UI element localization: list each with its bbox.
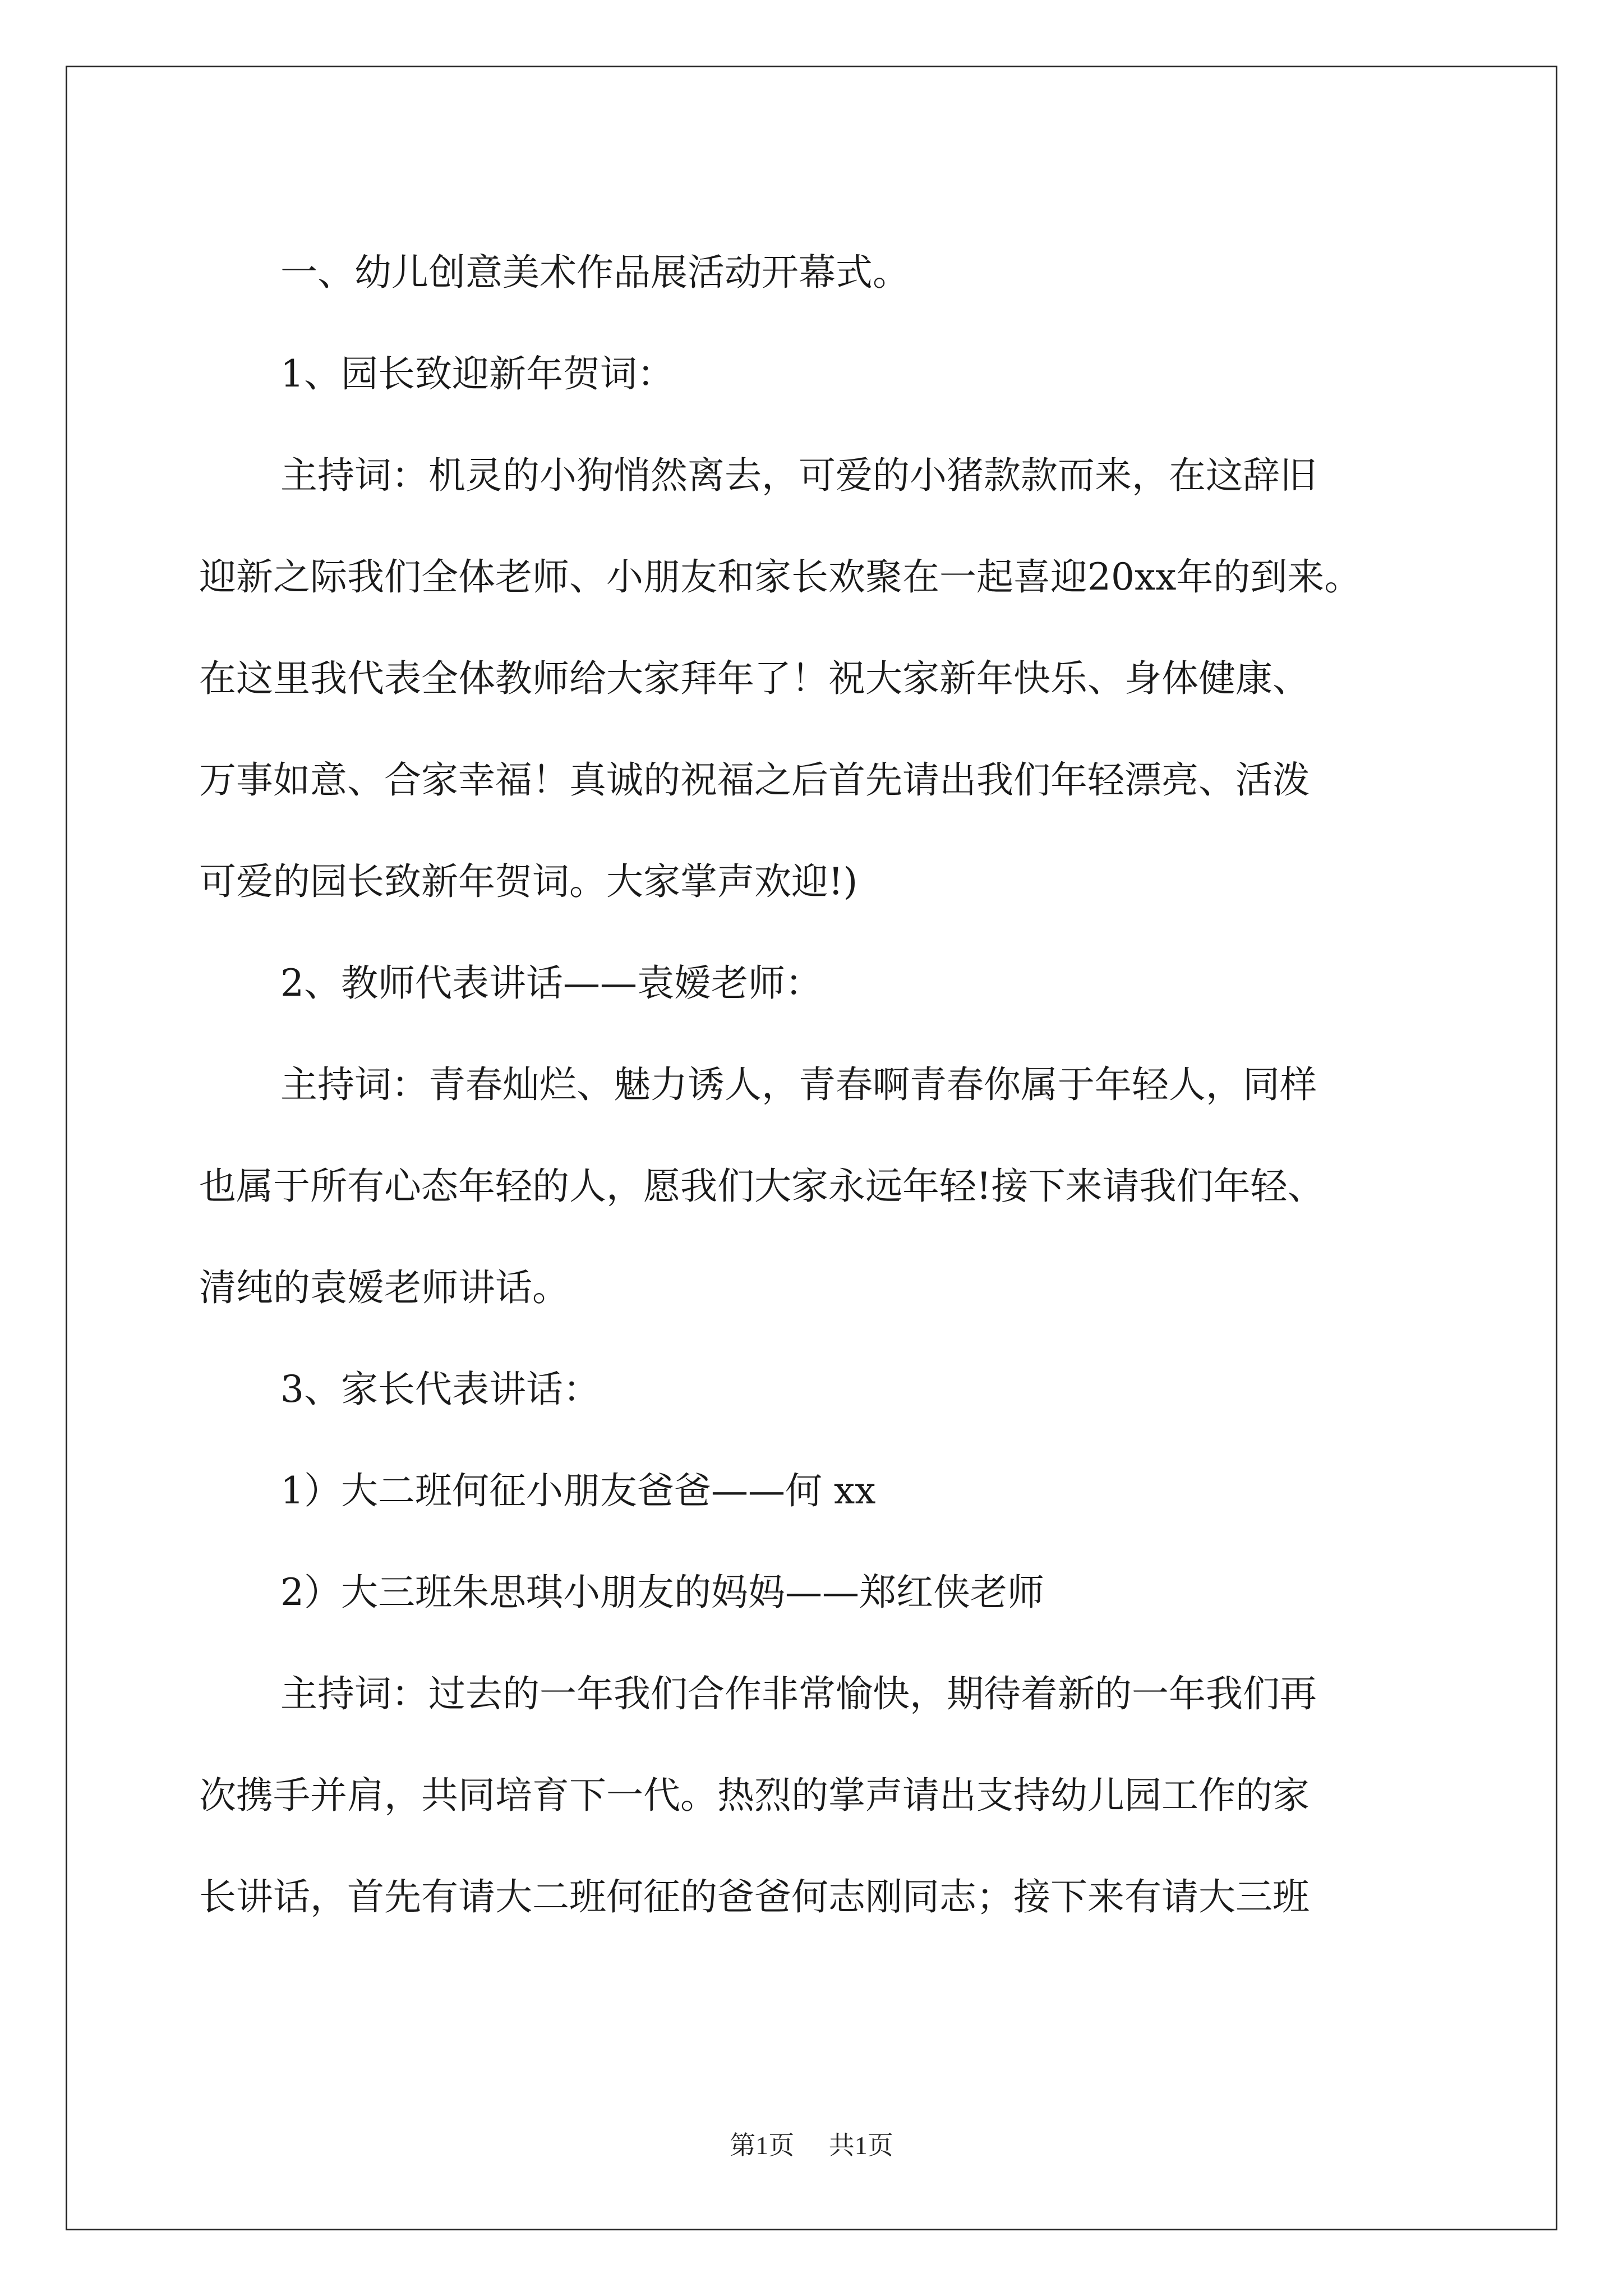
paragraph-host-speech-2 xyxy=(199,1034,1467,1338)
text-line: 迎新之际我们全体老师、小朋友和家长欢聚在一起喜迎20xx年的到来。 xyxy=(199,555,1362,599)
text-line: 2）大三班朱思琪小朋友的妈妈——郑红侠老师 xyxy=(280,1571,1044,1614)
text-line: 一、幼儿创意美术作品展活动开幕式。 xyxy=(280,251,910,294)
paragraph-host-speech-3 xyxy=(199,1643,1467,1948)
paragraph-item-2-heading xyxy=(199,932,1467,1034)
text-line: 1、园长致迎新年贺词： xyxy=(280,352,674,395)
paragraph-item-3-heading xyxy=(199,1338,1467,1440)
text-line: 2、教师代表讲话——袁嫒老师： xyxy=(280,961,822,1005)
document-body xyxy=(199,222,1467,1948)
text-line: 长讲话，首先有请大二班何征的爸爸何志刚同志；接下来有请大三班 xyxy=(199,1875,1310,1918)
text-line: 主持词：机灵的小狗悄然离去，可爱的小猪款款而来，在这辞旧 xyxy=(280,454,1317,497)
text-line: 也属于所有心态年轻的人，愿我们大家永远年轻!接下来请我们年轻、 xyxy=(199,1165,1325,1208)
text-line: 1）大二班何征小朋友爸爸——何 xx xyxy=(280,1469,876,1512)
text-line: 万事如意、合家幸福！真诚的祝福之后首先请出我们年轻漂亮、活泼 xyxy=(199,758,1310,802)
text-line: 次携手并肩，共同培育下一代。热烈的掌声请出支持幼儿园工作的家 xyxy=(199,1774,1310,1817)
paragraph-host-speech-1 xyxy=(199,425,1467,932)
text-line: 可爱的园长致新年贺词。大家掌声欢迎!) xyxy=(199,860,858,903)
page-total: 共1页 xyxy=(828,2131,893,2160)
text-line: 清纯的袁嫒老师讲话。 xyxy=(199,1266,569,1309)
text-line: 主持词：过去的一年我们合作非常愉快，期待着新的一年我们再 xyxy=(280,1672,1317,1715)
text-line: 3、家长代表讲话： xyxy=(280,1368,600,1411)
page-number: 第1页 xyxy=(730,2131,795,2160)
paragraph-parent-2 xyxy=(199,1542,1467,1643)
paragraph-section-heading xyxy=(199,222,1467,323)
paragraph-item-1-heading xyxy=(199,323,1467,425)
text-line: 在这里我代表全体教师给大家拜年了！祝大家新年快乐、身体健康、 xyxy=(199,657,1310,700)
page-footer xyxy=(0,2125,1623,2162)
paragraph-parent-1 xyxy=(199,1440,1467,1542)
text-line: 主持词：青春灿烂、魅力诱人，青春啊青春你属于年轻人，同样 xyxy=(280,1063,1317,1106)
